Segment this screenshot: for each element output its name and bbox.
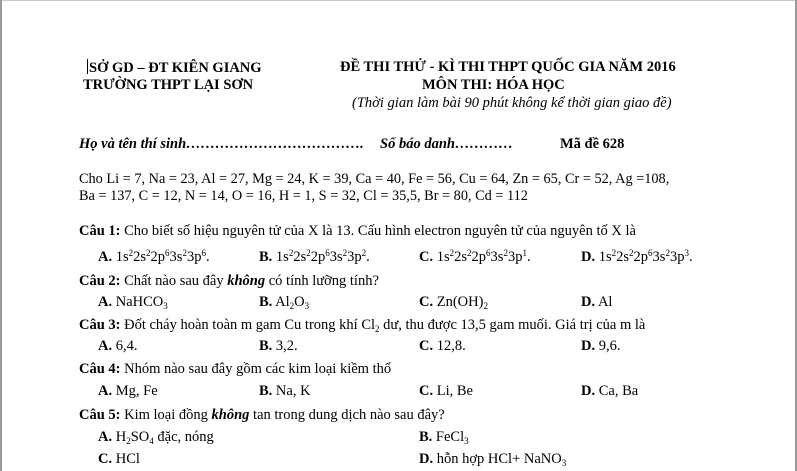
atomic-masses-line-1: Cho Li = 7, Na = 23, Al = 27, Mg = 24, K = 39, Ca = 40, Fe = 56, Cu = 64, Zn = 65, Cr = 52, Ag =108, bbox=[79, 171, 670, 187]
q2-option-b: B. $Al_2O_3$ bbox=[259, 294, 310, 311]
question-4: Câu 4: Nhóm nào sau đây gồm các kim loại kiềm thổ bbox=[79, 361, 392, 377]
q3-option-b: B. 3,2. bbox=[259, 338, 298, 354]
q2-option-d: D. Al bbox=[581, 294, 613, 310]
q1-option-c: C. $1s^22s^22p^63s^23p^1$. bbox=[419, 248, 531, 265]
candidate-id-field: Số báo danh………… bbox=[380, 136, 513, 152]
q2-option-a: A. NaHCO$_3$ bbox=[98, 294, 168, 311]
q3-option-d: D. 9,6. bbox=[581, 338, 621, 354]
exam-title: ĐỀ THI THỬ - KÌ THI THPT QUỐC GIA NĂM 2016 bbox=[340, 59, 676, 75]
q3-option-a: A. 6,4. bbox=[98, 338, 138, 354]
atomic-masses-line-2: Ba = 137, C = 12, N = 14, O = 16, H = 1, S = 32, Cl = 35,5, Br = 80, Cd = 112 bbox=[79, 188, 528, 204]
window-left-edge bbox=[0, 0, 2, 471]
window-top-edge bbox=[0, 0, 797, 1]
exam-code: Mã đề 628 bbox=[560, 136, 625, 152]
q5-option-c: C. HCl bbox=[98, 451, 140, 467]
q5-option-d: D. hỗn hợp HCl+ NaNO$_3$ bbox=[419, 451, 567, 468]
question-text: Cho biết số hiệu nguyên tử của X là 13. Cấu hình electron nguyên tử của nguyên tố X là bbox=[124, 223, 636, 239]
question-1 bbox=[79, 223, 636, 240]
q5-option-b: B. FeCl$_3$ bbox=[419, 429, 469, 446]
q3-option-c: C. 12,8. bbox=[419, 338, 466, 354]
q4-option-c: C. Li, Be bbox=[419, 383, 473, 399]
q4-option-d: D. Ca, Ba bbox=[581, 383, 639, 399]
school-name: TRƯỜNG THPT LẠI SƠN bbox=[83, 77, 254, 93]
exam-duration: (Thời gian làm bài 90 phút không kể thời gian giao đề) bbox=[352, 95, 672, 111]
q4-option-b: B. Na, K bbox=[259, 383, 311, 399]
question-3: Câu 3: Đốt cháy hoàn toàn m gam Cu trong khí $Cl_2$ dư, thu được 13,5 gam muối. Giá trị của m là bbox=[79, 317, 646, 334]
candidate-name-field: Họ và tên thí sinh………………………………. bbox=[79, 136, 364, 152]
question-2: Câu 2: Chất nào sau đây không có tính lưỡng tính? bbox=[79, 273, 379, 289]
text-cursor bbox=[87, 59, 88, 74]
q2-option-c: C. $Zn(OH)_2$ bbox=[419, 294, 488, 311]
q1-option-b: B. $1s^22s^22p^63s^23p^2$. bbox=[259, 248, 370, 265]
department-name: SỞ GD – ĐT KIÊN GIANG bbox=[89, 60, 262, 76]
question-label: Câu 1: bbox=[79, 223, 121, 239]
q1-option-d: D. $1s^22s^22p^63s^23p^3$. bbox=[581, 248, 693, 265]
question-5: Câu 5: Kim loại đồng không tan trong dung dịch nào sau đây? bbox=[79, 407, 445, 423]
q5-option-a: A. $H_2SO_4$ đặc, nóng bbox=[98, 429, 214, 446]
exam-subject: MÔN THI: HÓA HỌC bbox=[422, 77, 565, 93]
q1-option-a: A. $1s^22s^22p^63s^23p^6$. bbox=[98, 248, 210, 265]
q4-option-a: A. Mg, Fe bbox=[98, 383, 158, 399]
